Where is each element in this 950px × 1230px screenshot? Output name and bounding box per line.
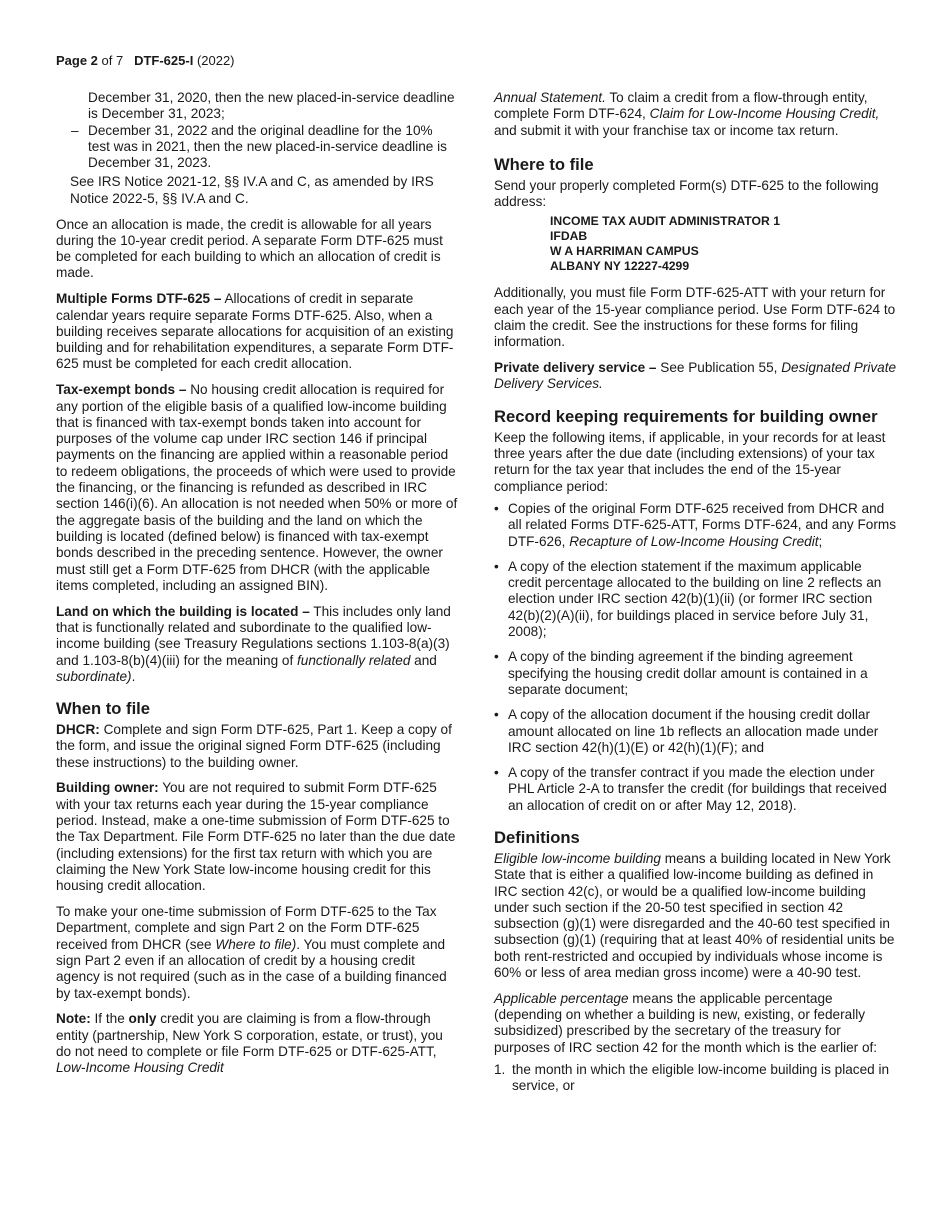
record-keeping-heading: Record keeping requirements for building owner bbox=[494, 406, 878, 426]
page-of: of 7 bbox=[101, 53, 124, 68]
private-delivery-paragraph: Private delivery service – See Publication 55, Designated Private Delivery Services. bbox=[494, 360, 897, 392]
once-allocation-paragraph: Once an allocation is made, the credit is allowable for all years during the 10-year credit period. A separate Form DTF-625 must be completed for each building to which an allocation of credit is made. bbox=[56, 216, 443, 281]
address-line: INCOME TAX AUDIT ADMINISTRATOR 1 bbox=[550, 214, 780, 229]
additionally-paragraph: Additionally, you must file Form DTF-625-ATT with your return for each year of the 15-year compliance period. Use Form DTF-624 to claim the credit. See the instructions for these forms for filing information. bbox=[494, 285, 896, 350]
note-label: Note: bbox=[56, 1011, 91, 1027]
definitions-heading: Definitions bbox=[494, 828, 580, 847]
right-column bbox=[494, 90, 898, 1095]
where-to-file-heading: Where to file bbox=[494, 154, 594, 174]
dash-item-text: December 31, 2022 and the original deadline for the 10% test was in 2021, then the new placed-in-service deadline is December 31, 2023. bbox=[88, 122, 447, 171]
multiple-forms-paragraph: Multiple Forms DTF-625 – Allocations of credit in separate calendar years require separate Forms DTF-625. Also, when a building receives separate allocations for acquisition of an existing building and for rehabilitation expenditures, a separate Form DTF-625 must be completed for each credit allocation. bbox=[56, 291, 454, 372]
list-item: • Copies of the original Form DTF-625 received from DHCR and all related Forms DTF-625-ATT, Forms DTF-624, and any Forms DTF-626, Recapture of Low-Income Housing Credit; bbox=[494, 500, 897, 549]
dhcr-label: DHCR: bbox=[56, 722, 100, 738]
record-keeping-intro: Keep the following items, if applicable, in your records for at least three years after the due date (including extensions) of your tax return for the tax year that includes the end of the 15-year compliance period: bbox=[494, 429, 886, 494]
list-item: • A copy of the election statement if the maximum applicable credit percentage allocated to the building on line 2 reflects an election under IRC section 42(b)(1)(ii) (or former IRC section 42(b)(2)(A)(ii), for buildings placed in service before July 31, 2008); bbox=[494, 558, 882, 640]
list-item: • A copy of the transfer contract if you made the election under PHL Article 2-A to transfer the credit (for buildings that received an allocation of credit on or after May 12, 2018). bbox=[494, 765, 887, 813]
page-header bbox=[56, 53, 235, 69]
dash-item bbox=[56, 123, 458, 172]
form-year: (2022) bbox=[196, 53, 235, 68]
building-owner-paragraph: Building owner: You are not required to submit Form DTF-625 with your tax returns each year during the 15-year compliance period. Instead, make a one-time submission of Form DTF-625 to the Tax Department. File Form DTF-625 no later than the due date (including extensions) for the first tax return with which you are claiming the New York State low-income housing credit for this housing credit allocation. bbox=[56, 780, 456, 894]
multiple-forms-heading: Multiple Forms DTF-625 – bbox=[56, 291, 222, 307]
mailing-address bbox=[494, 214, 898, 274]
numbered-list bbox=[494, 1062, 898, 1095]
definition-applicable-percentage: Applicable percentage means the applicable percentage (depending on whether a building is new, existing, or federally subsidized) prescribed by the secretary of the treasury for purposes of IRC section 42 for the month which is the earlier of: bbox=[494, 990, 878, 1055]
bullet-marker: • bbox=[494, 500, 499, 516]
record-keeping-list bbox=[494, 501, 898, 814]
see-irs-notice: See IRS Notice 2021-12, §§ IV.A and C, as amended by IRS Notice 2022-5, §§ IV.A and C. bbox=[70, 174, 434, 206]
land-heading: Land on which the building is located – bbox=[56, 603, 310, 619]
note-paragraph: Note: If the only credit you are claiming is from a flow-through entity (partnership, New York S corporation, estate, or trust), you do not need to complete or file Form DTF-625 or DTF-625-ATT, Low-Income Housing Credit bbox=[56, 1011, 443, 1076]
when-to-file-heading: When to file bbox=[56, 699, 151, 719]
left-column bbox=[56, 90, 458, 1086]
tax-exempt-bonds-paragraph: Tax-exempt bonds – No housing credit allocation is required for any portion of the eligible basis of a qualified low-income building that is financed with tax-exempt bonds taken into account for purposes of the volume cap under IRC section 146 if principal payments on the financing are applied within a reasonable period to redeem obligations, the proceeds of which were used to provide the financing, or the financing is refunded as described in IRC section 146(i)(6). An allocation is not needed when 50% or more of the aggregate basis of the building and the land on which the building is located (defined below) is financed with tax-exempt bonds described in the preceding sentence. However, the owner must still get a Form DTF-625 from DHCR (with the applicable items completed, including an assigned BIN). bbox=[56, 382, 458, 593]
bullet-marker: • bbox=[494, 558, 499, 574]
address-line: ALBANY NY 12227-4299 bbox=[550, 259, 690, 274]
where-to-file-text: Send your properly completed Form(s) DTF-625 to the following address: bbox=[494, 177, 879, 210]
number-marker: 1. bbox=[494, 1062, 506, 1078]
private-delivery-heading: Private delivery service – bbox=[494, 360, 657, 376]
list-item: • A copy of the allocation document if the housing credit dollar amount allocated on line 1b reflects an allocation made under IRC section 42(h)(1)(E) or 42(h)(1)(F); and bbox=[494, 707, 879, 755]
building-owner-label: Building owner: bbox=[56, 780, 159, 796]
page-label: Page 2 bbox=[56, 53, 98, 68]
definition-eligible-building: Eligible low-income building means a building located in New York State that is either a qualified low-income building as defined in IRC section 42(c), or would be a qualified low-income building under such section if the 20-50 test specified in section 42 subsection (g)(1) were disregarded and the 40-60 test specified in subsection (g)(1) (requiring that at least 40% of residential units be both rent-restricted and occupied by individuals whose income is 60% or less of area median gross income) were a 40-90 test. bbox=[494, 851, 895, 981]
dhcr-paragraph: DHCR: Complete and sign Form DTF-625, Part 1. Keep a copy of the form, and issue the original signed Form DTF-625 (including these instructions) to the building owner. bbox=[56, 722, 452, 770]
land-paragraph: Land on which the building is located – This includes only land that is functionally related and subordinate to the qualified low-income building (see Treasury Regulations sections 1.103-8(a)(3) and 1.103-8(b)(4)(iii) for the meaning of functionally related and subordinate). bbox=[56, 603, 451, 684]
address-line: W A HARRIMAN CAMPUS bbox=[550, 244, 699, 259]
bullet-marker: • bbox=[494, 765, 499, 781]
list-item: • A copy of the binding agreement if the binding agreement specifying the housing credit dollar amount is contained in a separate document; bbox=[494, 649, 868, 697]
address-line: IFDAB bbox=[550, 229, 588, 244]
list-item: 1. the month in which the eligible low-income building is placed in service, or bbox=[494, 1062, 890, 1094]
tax-exempt-heading: Tax-exempt bonds – bbox=[56, 382, 187, 398]
form-id: DTF-625-I bbox=[134, 53, 194, 68]
continued-deadline-1: December 31, 2020, then the new placed-in-service deadline is December 31, 2023; bbox=[88, 90, 455, 122]
bullet-marker: • bbox=[494, 707, 499, 723]
dash-marker: – bbox=[71, 122, 79, 138]
one-time-submission-paragraph: To make your one-time submission of Form DTF-625 to the Tax Department, complete and sign Part 2 on the Form DTF-625 received from DHCR (see Where to file). You must complete and sign Part 2 even if an allocation of credit by a housing credit agency is not required (such as in the case of a building financed by tax-exempt bonds). bbox=[56, 904, 447, 1001]
annual-statement-paragraph: Annual Statement. To claim a credit from a flow-through entity, complete Form DTF-624, Claim for Low-Income Housing Credit, and submit it with your franchise tax or income tax return. bbox=[494, 90, 880, 138]
bullet-marker: • bbox=[494, 649, 499, 665]
